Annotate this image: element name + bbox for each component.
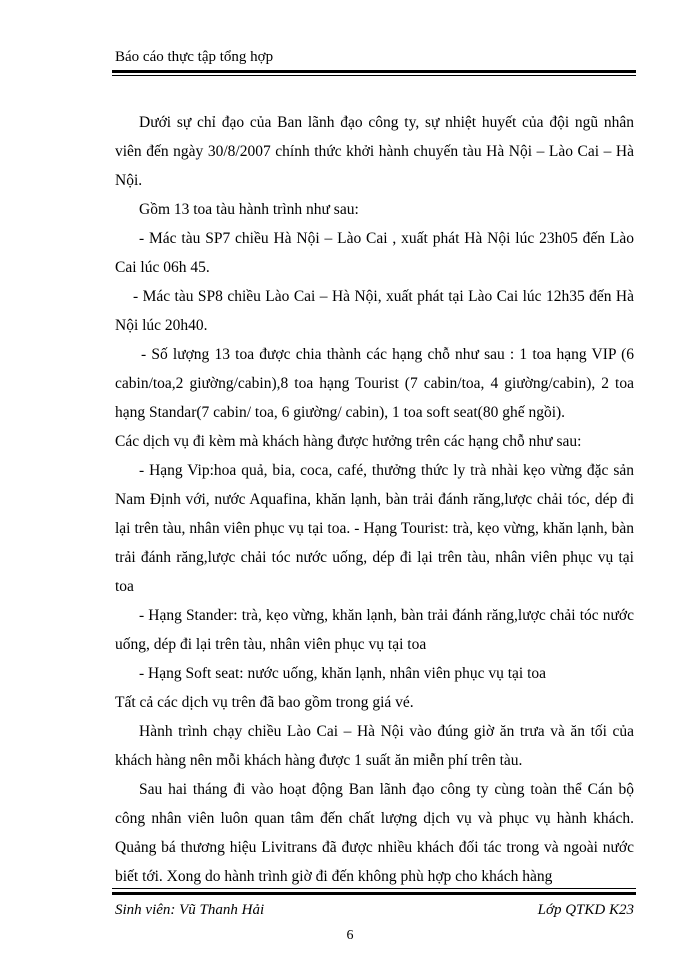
paragraph: - Số lượng 13 toa được chia thành các hạng chỗ như sau : 1 toa hạng VIP (6 cabin/toa,2 giường/cabin),8 toa hạng Tourist (7 cabin/toa, 4 giường/cabin), 2 toa hạng Standar(7 cabin/ toa, 6 giường/ cabin), 1 toa soft seat(80 ghế ngồi).	[115, 346, 634, 421]
paragraph: Dưới sự chỉ đạo của Ban lãnh đạo công ty, sự nhiệt huyết của đội ngũ nhân viên đến ngày 30/8/2007 chính thức khởi hành chuyến tàu Hà Nội – Lào Cai – Hà Nội.	[115, 114, 634, 189]
paragraph: - Mác tàu SP7 chiều Hà Nội – Lào Cai , xuất phát Hà Nội lúc 23h05 đến Lào Cai lúc 06h 45.	[115, 230, 634, 276]
paragraph: - Mác tàu SP8 chiều Lào Cai – Hà Nội, xuất phát tại Lào Cai lúc 12h35 đến Hà Nội lúc 20h40.	[115, 288, 634, 334]
footer-student-name: Sinh viên: Vũ Thanh Hải	[115, 902, 265, 918]
header-rule-thick	[112, 70, 636, 73]
paragraph: Gồm 13 toa tàu hành trình như sau:	[139, 201, 359, 218]
paragraph: Các dịch vụ đi kèm mà khách hàng được hưởng trên các hạng chỗ như sau:	[115, 433, 582, 450]
page-header-title: Báo cáo thực tập tổng hợp	[115, 49, 274, 65]
page-number: 6	[346, 928, 354, 943]
paragraph: - Hạng Soft seat: nước uống, khăn lạnh, nhân viên phục vụ tại toa	[139, 665, 547, 682]
paragraph: - Hạng Stander: trà, kẹo vừng, khăn lạnh, bàn trải đánh răng,lược chải tóc nước uống, dép đi lại trên tàu, nhân viên phục vụ tại toa	[115, 607, 634, 653]
paragraph: Hành trình chạy chiều Lào Cai – Hà Nội vào đúng giờ ăn trưa và ăn tối của khách hàng nên mỗi khách hàng được 1 suất ăn miễn phí trên tàu.	[115, 723, 634, 769]
paragraph: Sau hai tháng đi vào hoạt động Ban lãnh đạo công ty cùng toàn thể Cán bộ công nhân viên luôn quan tâm đến chất lượng dịch vụ và phục vụ hành khách. Quảng bá thương hiệu Livitrans đã được nhiều khách đối tác trong và ngoài nước biết tới. Xong do hành trình giờ đi đến không phù hợp cho khách hàng	[115, 781, 634, 885]
document-body	[115, 108, 634, 891]
header-rule-thin	[112, 75, 636, 76]
footer-rule-thick	[112, 892, 636, 895]
paragraph: - Hạng Vip:hoa quả, bia, coca, café, thưởng thức ly trà nhài kẹo vừng đặc sản Nam Định với, nước Aquafina, khăn lạnh, bàn trải đánh răng,lược chải tóc, dép đi lại trên tàu, nhân viên phục vụ tại toa. - Hạng Tourist: trà, kẹo vừng, khăn lạnh, bàn trải đánh răng,lược chải tóc nước uống, dép đi lại trên tàu, nhân viên phục vụ tại toa	[115, 462, 634, 595]
footer-rule-thin	[112, 888, 636, 889]
paragraph: Tất cả các dịch vụ trên đã bao gồm trong giá vé.	[115, 694, 414, 711]
footer-class: Lớp QTKD K23	[537, 902, 634, 918]
